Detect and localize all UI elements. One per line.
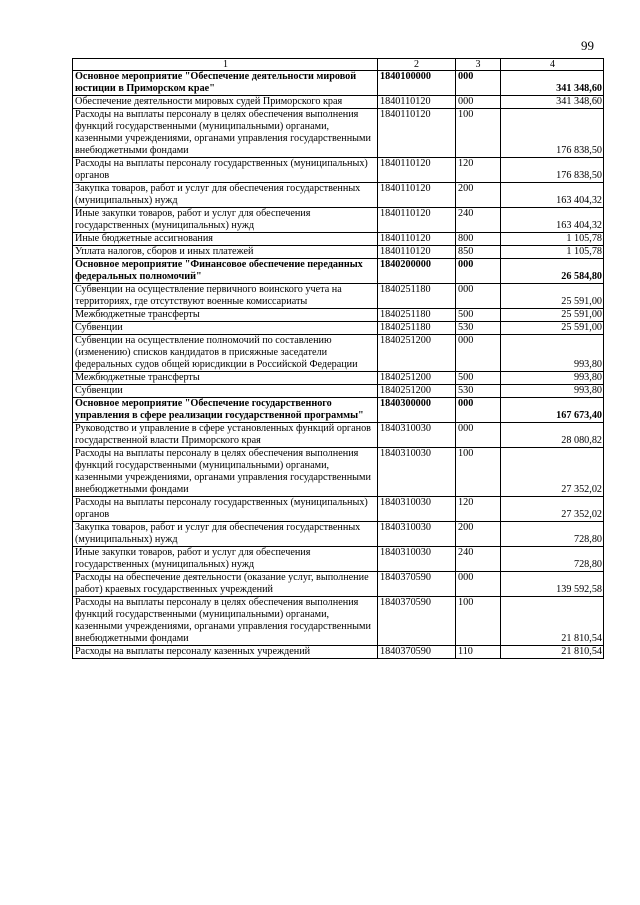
- row-code-cell: 1840310030: [378, 547, 456, 572]
- row-code-cell: 1840310030: [378, 522, 456, 547]
- row-name-cell: Расходы на выплаты персоналу в целях обеспечения выполнения функций государственными (муниципальными) органами, казенными учреждениями, органами управления государственными внебюджетными фондами: [73, 597, 378, 646]
- row-name-cell: Иные закупки товаров, работ и услуг для обеспечения государственных (муниципальных) нужд: [73, 208, 378, 233]
- row-type-cell: 000: [456, 259, 501, 284]
- header-col-3: 3: [456, 59, 501, 71]
- row-amount-cell: 28 080,82: [501, 423, 604, 448]
- row-code-cell: 1840110120: [378, 109, 456, 158]
- table-row: [73, 335, 604, 372]
- row-amount-cell: 176 838,50: [501, 109, 604, 158]
- row-amount-cell: 21 810,54: [501, 597, 604, 646]
- row-type-cell: 240: [456, 208, 501, 233]
- row-type-cell: 000: [456, 423, 501, 448]
- row-type-cell: 530: [456, 322, 501, 335]
- table-row: [73, 547, 604, 572]
- row-code-cell: 1840100000: [378, 71, 456, 96]
- table-row: [73, 309, 604, 322]
- row-code-cell: 1840310030: [378, 497, 456, 522]
- table-header-row: [73, 59, 604, 71]
- row-type-cell: 120: [456, 158, 501, 183]
- row-type-cell: 500: [456, 372, 501, 385]
- row-amount-cell: 163 404,32: [501, 183, 604, 208]
- row-name-cell: Расходы на выплаты персоналу в целях обеспечения выполнения функций государственными (муниципальными) органами, казенными учреждениями, органами управления государственными внебюджетными фондами: [73, 448, 378, 497]
- table-row: [73, 259, 604, 284]
- row-amount-cell: 1 105,78: [501, 246, 604, 259]
- row-name-cell: Субвенции: [73, 385, 378, 398]
- row-type-cell: 000: [456, 71, 501, 96]
- table-row: [73, 246, 604, 259]
- budget-table: [72, 58, 604, 659]
- row-name-cell: Основное мероприятие "Обеспечение деятельности мировой юстиции в Приморском крае": [73, 71, 378, 96]
- row-type-cell: 100: [456, 448, 501, 497]
- row-name-cell: Расходы на выплаты персоналу государственных (муниципальных) органов: [73, 497, 378, 522]
- row-code-cell: 1840300000: [378, 398, 456, 423]
- row-type-cell: 100: [456, 597, 501, 646]
- table-row: [73, 284, 604, 309]
- row-type-cell: 200: [456, 183, 501, 208]
- row-amount-cell: 176 838,50: [501, 158, 604, 183]
- row-code-cell: 1840200000: [378, 259, 456, 284]
- row-name-cell: Иные закупки товаров, работ и услуг для обеспечения государственных (муниципальных) нужд: [73, 547, 378, 572]
- table-row: [73, 646, 604, 659]
- row-amount-cell: 27 352,02: [501, 497, 604, 522]
- row-name-cell: Межбюджетные трансферты: [73, 372, 378, 385]
- table-row: [73, 183, 604, 208]
- row-amount-cell: 25 591,00: [501, 284, 604, 309]
- row-type-cell: 000: [456, 284, 501, 309]
- row-amount-cell: 993,80: [501, 335, 604, 372]
- row-code-cell: 1840370590: [378, 572, 456, 597]
- row-name-cell: Субвенции: [73, 322, 378, 335]
- row-name-cell: Основное мероприятие "Финансовое обеспечение переданных федеральных полномочий": [73, 259, 378, 284]
- table-row: [73, 522, 604, 547]
- table-row: [73, 322, 604, 335]
- row-amount-cell: 21 810,54: [501, 646, 604, 659]
- row-name-cell: Расходы на выплаты персоналу в целях обеспечения выполнения функций государственными (муниципальными) органами, казенными учреждениями, органами управления государственными внебюджетными фондами: [73, 109, 378, 158]
- table-row: [73, 96, 604, 109]
- row-type-cell: 110: [456, 646, 501, 659]
- row-type-cell: 120: [456, 497, 501, 522]
- row-name-cell: Иные бюджетные ассигнования: [73, 233, 378, 246]
- table-row: [73, 572, 604, 597]
- row-amount-cell: 163 404,32: [501, 208, 604, 233]
- row-code-cell: 1840251200: [378, 372, 456, 385]
- row-name-cell: Закупка товаров, работ и услуг для обеспечения государственных (муниципальных) нужд: [73, 183, 378, 208]
- row-code-cell: 1840310030: [378, 448, 456, 497]
- row-type-cell: 500: [456, 309, 501, 322]
- table-row: [73, 233, 604, 246]
- row-code-cell: 1840251180: [378, 284, 456, 309]
- row-type-cell: 000: [456, 335, 501, 372]
- row-amount-cell: 341 348,60: [501, 71, 604, 96]
- row-name-cell: Расходы на выплаты персоналу казенных учреждений: [73, 646, 378, 659]
- row-type-cell: 530: [456, 385, 501, 398]
- row-code-cell: 1840110120: [378, 208, 456, 233]
- row-amount-cell: 1 105,78: [501, 233, 604, 246]
- row-code-cell: 1840110120: [378, 246, 456, 259]
- row-amount-cell: 27 352,02: [501, 448, 604, 497]
- row-type-cell: 240: [456, 547, 501, 572]
- table-row: [73, 385, 604, 398]
- row-amount-cell: 167 673,40: [501, 398, 604, 423]
- row-name-cell: Субвенции на осуществление первичного воинского учета на территориях, где отсутствуют военные комиссариаты: [73, 284, 378, 309]
- table-row: [73, 109, 604, 158]
- row-name-cell: Руководство и управление в сфере установленных функций органов государственной власти Приморского края: [73, 423, 378, 448]
- table-row: [73, 448, 604, 497]
- header-col-4: 4: [501, 59, 604, 71]
- row-code-cell: 1840370590: [378, 597, 456, 646]
- row-name-cell: Уплата налогов, сборов и иных платежей: [73, 246, 378, 259]
- row-type-cell: 100: [456, 109, 501, 158]
- row-amount-cell: 341 348,60: [501, 96, 604, 109]
- row-code-cell: 1840110120: [378, 233, 456, 246]
- row-type-cell: 200: [456, 522, 501, 547]
- row-amount-cell: 993,80: [501, 372, 604, 385]
- table-row: [73, 208, 604, 233]
- row-type-cell: 000: [456, 572, 501, 597]
- row-code-cell: 1840370590: [378, 646, 456, 659]
- table-row: [73, 71, 604, 96]
- row-type-cell: 000: [456, 96, 501, 109]
- header-col-2: 2: [378, 59, 456, 71]
- row-code-cell: 1840251180: [378, 322, 456, 335]
- row-name-cell: Расходы на выплаты персоналу государственных (муниципальных) органов: [73, 158, 378, 183]
- header-col-1: 1: [73, 59, 378, 71]
- row-code-cell: 1840251200: [378, 385, 456, 398]
- row-name-cell: Расходы на обеспечение деятельности (оказание услуг, выполнение работ) краевых государственных учреждений: [73, 572, 378, 597]
- row-type-cell: 000: [456, 398, 501, 423]
- row-amount-cell: 728,80: [501, 522, 604, 547]
- row-type-cell: 800: [456, 233, 501, 246]
- row-code-cell: 1840110120: [378, 183, 456, 208]
- row-amount-cell: 26 584,80: [501, 259, 604, 284]
- table-row: [73, 158, 604, 183]
- row-code-cell: 1840110120: [378, 96, 456, 109]
- row-amount-cell: 139 592,58: [501, 572, 604, 597]
- row-code-cell: 1840110120: [378, 158, 456, 183]
- table-row: [73, 423, 604, 448]
- row-amount-cell: 25 591,00: [501, 309, 604, 322]
- row-amount-cell: 993,80: [501, 385, 604, 398]
- row-code-cell: 1840310030: [378, 423, 456, 448]
- table-row: [73, 372, 604, 385]
- row-name-cell: Субвенции на осуществление полномочий по составлению (изменению) списков кандидатов в присяжные заседатели федеральных судов общей юрисдикции в Российской Федерации: [73, 335, 378, 372]
- table-row: [73, 497, 604, 522]
- row-code-cell: 1840251200: [378, 335, 456, 372]
- row-name-cell: Межбюджетные трансферты: [73, 309, 378, 322]
- row-amount-cell: 728,80: [501, 547, 604, 572]
- row-amount-cell: 25 591,00: [501, 322, 604, 335]
- page-number: 99: [581, 38, 594, 53]
- row-code-cell: 1840251180: [378, 309, 456, 322]
- table-row: [73, 398, 604, 423]
- row-type-cell: 850: [456, 246, 501, 259]
- table-row: [73, 597, 604, 646]
- row-name-cell: Основное мероприятие "Обеспечение государственного управления в сфере реализации государственной программы": [73, 398, 378, 423]
- row-name-cell: Закупка товаров, работ и услуг для обеспечения государственных (муниципальных) нужд: [73, 522, 378, 547]
- row-name-cell: Обеспечение деятельности мировых судей Приморского края: [73, 96, 378, 109]
